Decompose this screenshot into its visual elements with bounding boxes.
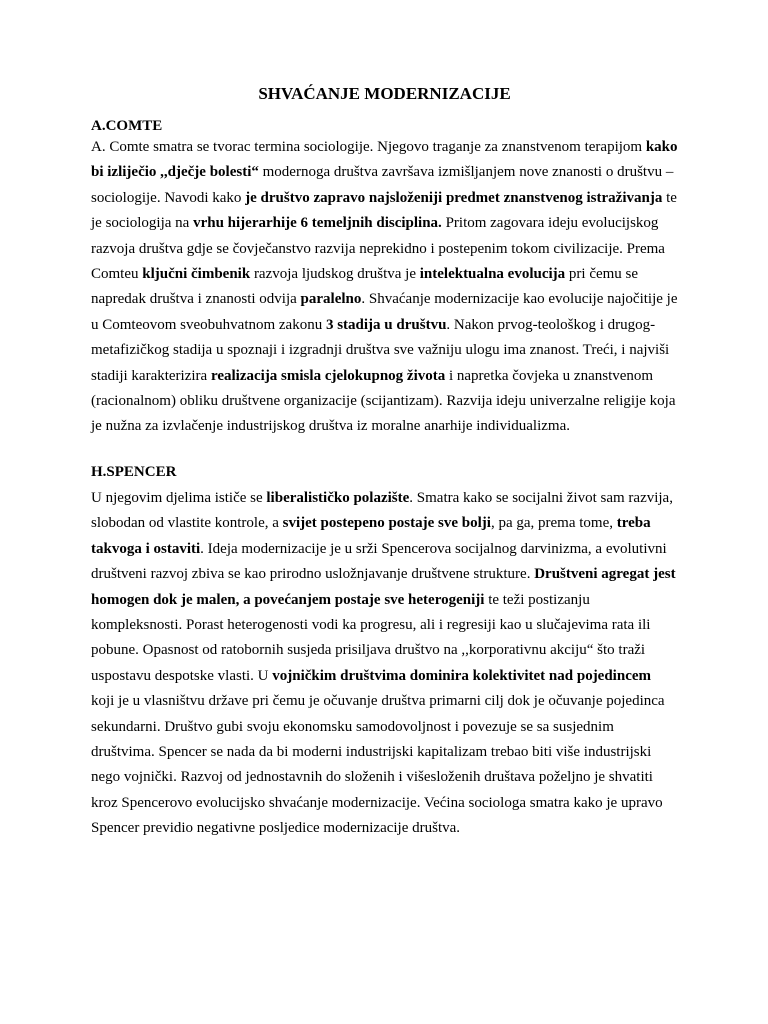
text-run: modernoga društva završava izmišljanjem nove znanosti o društvu – sociologije. Navodi kako (91, 164, 674, 206)
text-run: . Nakon prvog-teološkog i drugog-metafizičkog stadija u spoznaji i izgradnji društva sve važniju ulogu ima znanost. Treći, i najviši stadiji karakterizira (91, 316, 670, 384)
text-run: Pritom zagovara ideju evolucijskog razvoja društva gdje se čovječanstvo razvija neprekidno i postepenim tokom civilizacije. Prema Comteu (91, 215, 665, 283)
text-run: . Smatra kako se socijalni život sam razvija, slobodan od vlastite kontrole, a (91, 489, 673, 532)
text-run: . Shvaćanje modernizacije kao evolucije najočitije je u Comteovom sveobuhvatnom zakonu (91, 291, 678, 333)
bold-phrase: paralelno (300, 291, 362, 308)
text-run: koji je u vlasništvu države pri čemu je očuvanje društva primarni cilj dok je očuvanje pojedinca sekundarni. Društvo gubi svoju ekonomsku samodovoljnost i povezuje se sa susjednim društvima. Spencer se nada da bi moderni industrijski kapitalizam trebao biti više industrijski nego vojnički. Razvoj od jednostavnih do složenih i višesloženih društava poželjno je shvatiti kroz Spencerovo evolucijsko shvaćanje modernizacije. Većina sociologa smatra kako je upravo Spencer previdio negativne posljedice modernizacije društva. (91, 693, 665, 837)
text-run: A. Comte smatra se tvorac termina sociologije. Njegovo traganje za znanstvenom terapijom (91, 139, 646, 155)
text-run: U njegovim djelima ističe se (91, 489, 267, 506)
bold-phrase: treba takvoga i ostaviti (91, 515, 651, 557)
text-run: razvoja ljudskog društva je (250, 266, 420, 283)
bold-phrase: realizacija smisla cjelokupnog života (210, 367, 446, 384)
text-run: i napretka čovjeka u znanstvenom (racionalnom) obliku društvene organizacije (scijantizam). Razvija ideju univerzalne religije koja je nužna za izvlačenje industrijskog društva iz moralne anarhije individualizma. (91, 367, 676, 435)
bold-phrase: ključni čimbenik (142, 266, 251, 283)
text-run: , pa ga, prema tome, (490, 515, 617, 532)
text-run: pri čemu se napredak društva i znanosti odvija (91, 266, 639, 308)
bold-phrase: kako bi izliječio ,,dječje bolesti“ (91, 139, 678, 181)
bold-phrase: Društveni agregat jest homogen dok je malen, a povećanjem postaje sve heterogeniji (91, 566, 676, 608)
bold-phrase: vrhu hijerarhije 6 temeljnih disciplina. (193, 215, 442, 232)
text-run: te teži postizanju kompleksnosti. Porast heterogenosti vodi ka progresu, ali i regresiji kao u slučajevima rata ili pobune. Opasnost od ratobornih susjeda prisiljava društvo na ,,korporativnu akciju“ što traži uspostavu despotske vlasti. U (91, 591, 651, 684)
bold-phrase: liberalističko polazište (266, 489, 410, 506)
bold-phrase: intelektualna evolucija (419, 266, 566, 283)
section-spacer (91, 440, 678, 464)
text-run: te je sociologija na (91, 189, 677, 232)
paragraph-spencer (91, 486, 678, 842)
bold-phrase: je društvo zapravo najsloženiji predmet znanstvenog istraživanja (245, 189, 663, 206)
paragraph-comte (91, 135, 678, 440)
text-run: . Ideja modernizacije je u srži Spencerova socijalnog darvinizma, a evolutivni društveni razvoj zbiva se kao prirodno usložnjavanje društvene strukture. (91, 540, 667, 583)
section-heading-comte: A.COMTE (91, 118, 163, 134)
bold-phrase: vojničkim društvima dominira kolektivitet nad pojedincem (272, 667, 652, 684)
document-title: SHVAĆANJE MODERNIZACIJE (258, 84, 511, 103)
section-heading-spencer: H.SPENCER (91, 463, 177, 480)
bold-phrase: 3 stadija u društvu (325, 316, 447, 333)
bold-phrase: svijet postepeno postaje sve bolji (282, 515, 491, 532)
